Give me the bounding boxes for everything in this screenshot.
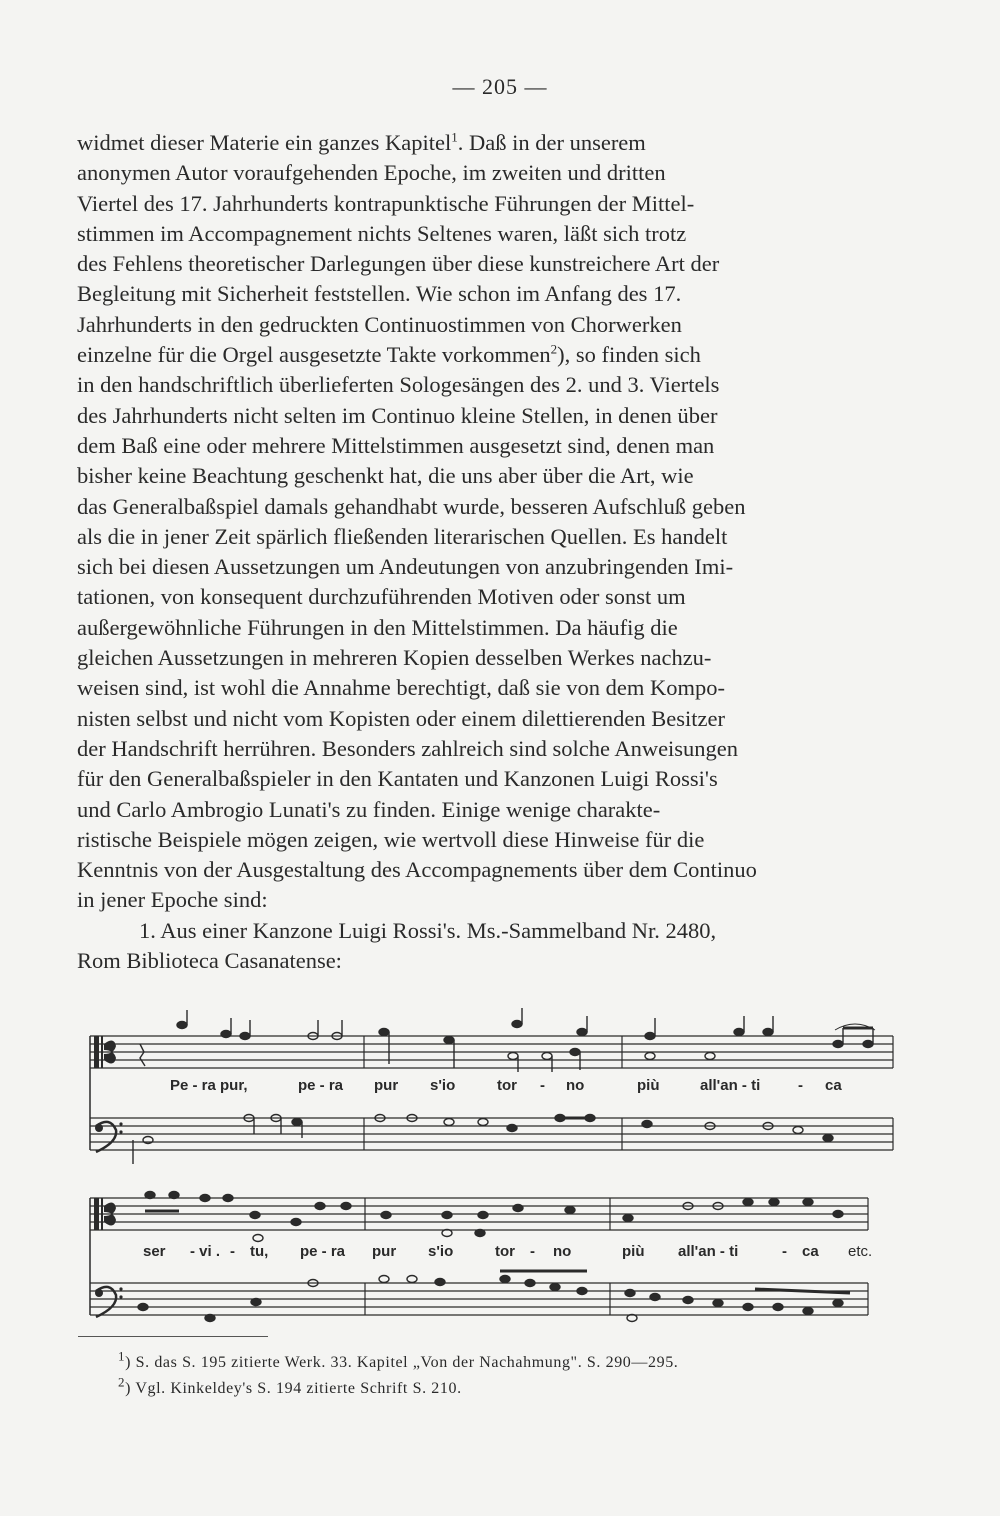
notes-system-2 — [138, 1192, 850, 1322]
lyric: all'an - ti — [678, 1243, 739, 1260]
text-line: Viertel des 17. Jahrhunderts kontrapunktische Führungen der Mittel- — [77, 190, 695, 216]
text-line: Begleitung mit Sicherheit feststellen. Wie schon im Anfang des 17. — [77, 281, 682, 307]
page-number: — 205 — — [452, 74, 548, 99]
text-segment: widmet dieser Materie ein ganzes Kapitel$^1$. Daß in der unserem — [77, 129, 646, 155]
lyric: - — [782, 1243, 787, 1260]
text-segment: einzelne für die Orgel ausgesetzte Takte vorkommen$^2$), so finden sich — [77, 341, 701, 368]
text-line: gleichen Aussetzungen in mehreren Kopien desselben Werkes nachzu- — [77, 645, 712, 671]
example-heading: 1. Aus einer Kanzone Luigi Rossi's. Ms.-Sammelband Nr. 2480, — [139, 917, 717, 943]
lyric: tor — [495, 1243, 515, 1260]
text-line: und Carlo Ambrogio Lunati's zu finden. Einige wenige charakte- — [77, 796, 661, 822]
footnote-1: $^1$) S. das S. 195 zitierte Werk. 33. Kapitel „Von der Nachahmung". S. 290—295. — [118, 1348, 679, 1371]
footnote-2: $^2$) Vgl. Kinkeldey's S. 194 zitierte Schrift S. 210. — [118, 1374, 462, 1397]
text-line: in den handschriftlich überlieferten Sologesängen des 2. und 3. Viertels — [77, 372, 720, 398]
text-line: des Jahrhunderts nicht selten im Continuo kleine Stellen, in denen über — [77, 402, 718, 428]
text-line: weisen sind, ist wohl die Annahme berechtigt, daß sie von dem Kompo- — [77, 675, 726, 701]
lyric: pe - ra — [298, 1077, 344, 1094]
text-line: Jahrhunderts in den gedruckten Continuostimmen von Chorwerken — [77, 311, 682, 337]
lyric: tor — [497, 1077, 517, 1094]
text-line: ristische Beispiele mögen zeigen, wie wertvoll diese Hinweise für die — [77, 826, 705, 852]
staff-1-lower — [90, 1118, 893, 1150]
lyric: etc. — [848, 1243, 873, 1260]
lyric: pe - ra — [300, 1243, 346, 1260]
lyric: - — [230, 1243, 235, 1260]
footnote-ref: 2 — [550, 341, 558, 357]
clefs — [94, 1036, 123, 1317]
lyric: pur — [374, 1077, 399, 1094]
staff-1-upper — [90, 1036, 893, 1068]
footnotes — [118, 1350, 918, 1402]
text-line: als die in jener Zeit spärlich fließenden literarischen Quellen. Es handelt — [77, 523, 728, 549]
lyric: ser — [143, 1243, 166, 1260]
lyric: ca — [825, 1077, 842, 1094]
lyrics-system-1 — [170, 1077, 842, 1094]
lyric: no — [553, 1243, 572, 1260]
footnote-ref: 1 — [451, 129, 458, 145]
lyric: ca — [802, 1243, 819, 1260]
lyric: tu, — [250, 1243, 269, 1260]
lyric: all'an - ti — [700, 1077, 761, 1094]
text-line: stimmen im Accompagnement nichts Seltenes waren, läßt sich trotz — [77, 220, 687, 246]
lyric: - — [540, 1077, 545, 1094]
text-line: sich bei diesen Aussetzungen um Andeutungen von anzubringenden Imi- — [77, 554, 734, 580]
text-line: für den Generalbaßspieler in den Kantaten und Kanzonen Luigi Rossi's — [77, 766, 718, 792]
lyric: - vi . — [190, 1243, 221, 1260]
lyric: pur — [372, 1243, 397, 1260]
lyric: più — [622, 1243, 645, 1260]
text-line: bisher keine Beachtung geschenkt hat, die uns aber über die Art, wie — [77, 463, 694, 489]
text-line: tationen, von konsequent durchzuführenden Motiven oder sonst um — [77, 584, 686, 610]
lyric: - — [798, 1077, 803, 1094]
lyric: - — [530, 1243, 535, 1260]
example-source: Rom Biblioteca Casanatense: — [77, 948, 342, 974]
text-line: anonymen Autor voraufgehenden Epoche, im zweiten und dritten — [77, 160, 666, 186]
text-line: dem Baß eine oder mehrere Mittelstimmen ausgesetzt sind, denen man — [77, 432, 715, 458]
lyric: più — [637, 1077, 660, 1094]
text-line: nisten selbst und nicht vom Kopisten oder einem dilettierenden Besitzer — [77, 705, 725, 731]
text-line: das Generalbaßspiel damals gehandhabt wurde, besseren Aufschluß geben — [77, 493, 746, 519]
text-line: des Fehlens theoretischer Darlegungen über diese kunstreichere Art der — [77, 251, 720, 277]
rest-icon — [140, 1044, 145, 1066]
lyric: s'io — [430, 1077, 456, 1094]
text-line: der Handschrift herrühren. Besonders zahlreich sind solche Anweisungen — [77, 735, 739, 761]
lyric: no — [566, 1077, 585, 1094]
lyric: Pe - ra pur, — [170, 1077, 248, 1094]
lyric: s'io — [428, 1243, 454, 1260]
text-line: Kenntnis von der Ausgestaltung des Accompagnements über dem Continuo — [77, 857, 757, 883]
footnote-divider — [78, 1336, 268, 1337]
lyrics-system-2 — [143, 1243, 872, 1260]
text-line: in jener Epoche sind: — [77, 887, 268, 913]
text-line: außergewöhnliche Führungen in den Mittelstimmen. Da häufig die — [77, 614, 678, 640]
